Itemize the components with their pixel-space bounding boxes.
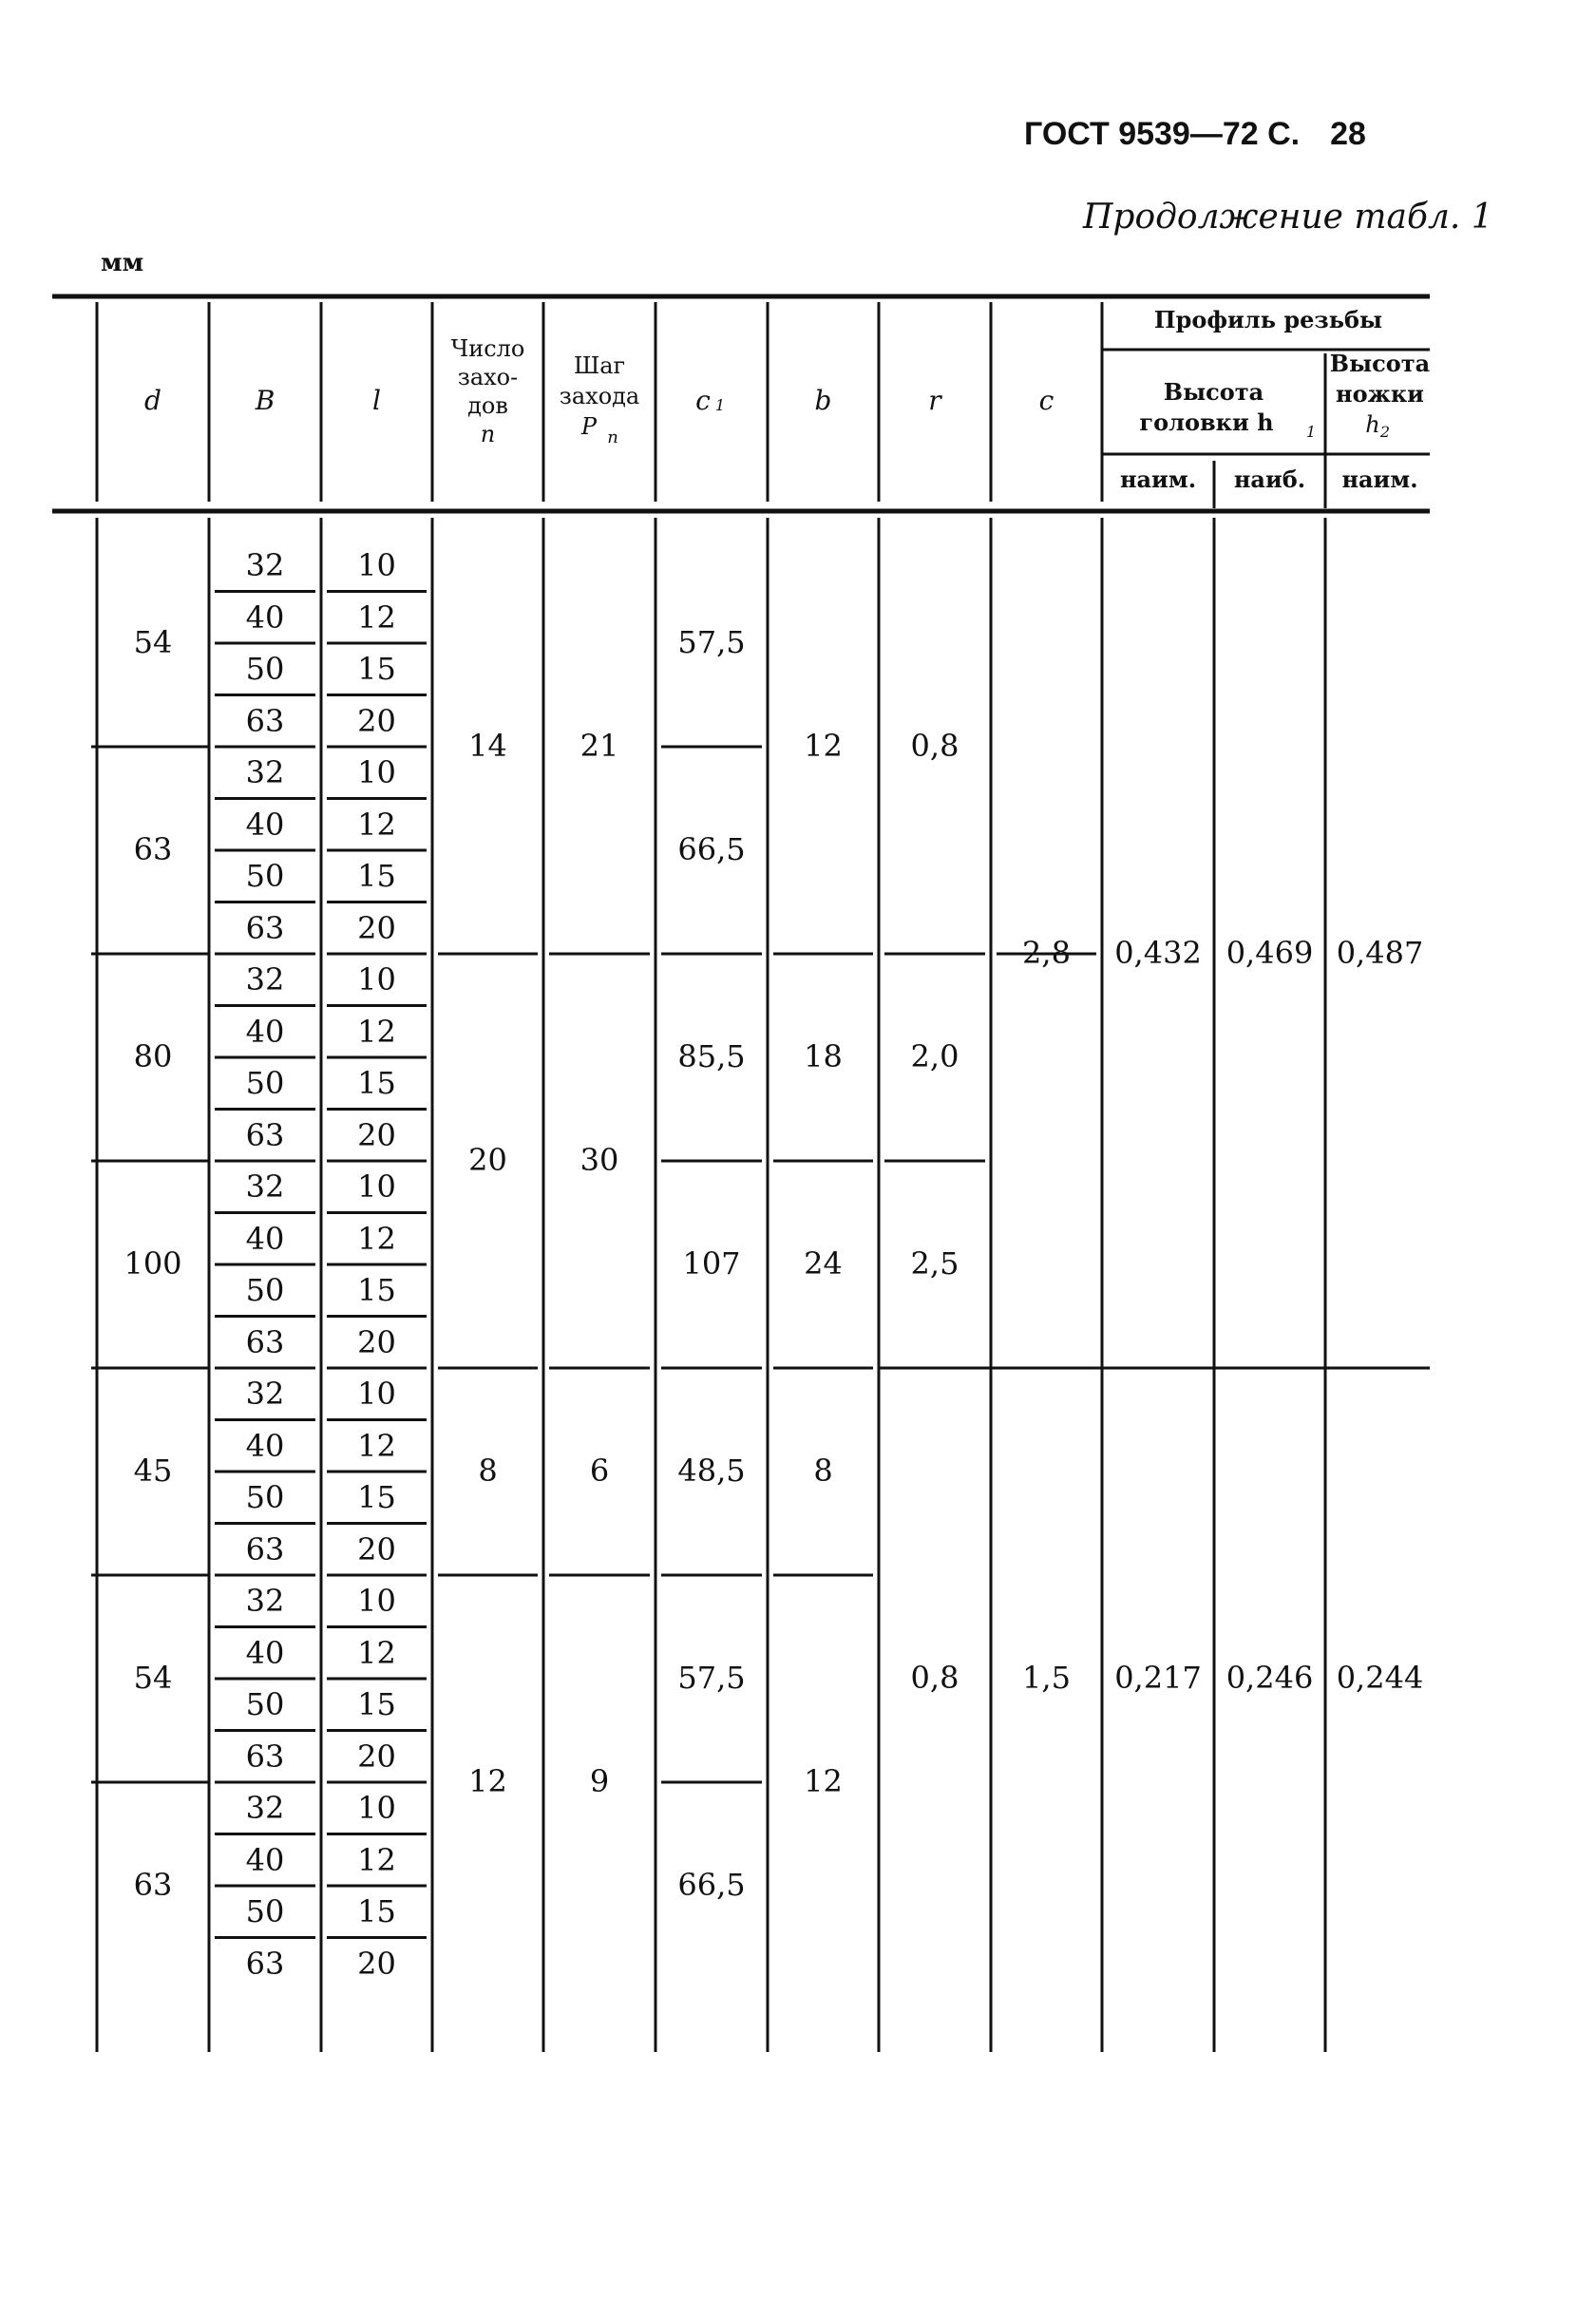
col-header-c: c [1038,385,1054,416]
cell-h1-min: 0,217 [1114,1660,1202,1696]
cell-B: 32 [245,547,285,583]
col-header-starts-sym: n [480,421,496,447]
cell-l: 12 [357,598,396,636]
cell-l: 12 [357,1634,396,1671]
cell-h2-min: 0,244 [1336,1660,1424,1696]
standard-designation: ГОСТ 9539—72 С. [1024,116,1301,152]
cell-lead: 6 [589,1453,610,1489]
cell-h1-min: 0,432 [1114,935,1202,971]
col-header-lead-sub: n [607,428,618,447]
cell-d: 45 [133,1453,173,1489]
cell-B: 50 [245,1893,285,1929]
cell-l: 15 [357,1065,396,1101]
col-header-b: b [814,385,832,416]
cell-c1: 57,5 [677,1660,746,1696]
cell-l: 15 [357,1686,396,1722]
cell-B: 63 [245,1738,285,1775]
cell-B: 63 [245,909,285,946]
cell-d: 100 [124,1245,182,1282]
cell-l: 20 [357,1116,396,1153]
cell-l: 15 [357,1893,396,1929]
cell-lead: 9 [589,1763,610,1799]
cell-B: 32 [245,1790,285,1826]
page-header [1024,116,1366,153]
cell-h1-max: 0,469 [1226,935,1314,971]
cell-B: 63 [245,1530,285,1568]
cell-B: 40 [245,598,285,636]
cell-B: 63 [245,1945,285,1982]
cell-b: 12 [804,1763,843,1799]
cell-c1: 57,5 [677,624,746,660]
cell-B: 40 [245,1220,285,1257]
cell-starts: 14 [468,728,507,764]
cell-d: 63 [133,1867,173,1903]
cell-d: 80 [133,1038,173,1074]
col-header-dedendum-sub: 2 [1379,423,1391,441]
cell-B: 32 [245,754,285,790]
cell-b: 12 [804,728,843,764]
cell-c1: 48,5 [677,1453,746,1489]
cell-l: 20 [357,1945,396,1982]
cell-B: 32 [245,1376,285,1412]
cell-b: 18 [804,1038,843,1074]
col-header-lead-sym: P [580,413,598,440]
cell-B: 50 [245,1272,285,1308]
cell-r: 2,5 [910,1245,960,1282]
cell-r: 0,8 [910,1660,960,1696]
cell-r: 2,0 [910,1038,960,1074]
cell-B: 50 [245,1686,285,1722]
col-header-dedendum-l2: ножки [1336,380,1424,408]
cell-l: 12 [357,1013,396,1050]
cell-l: 15 [357,651,396,687]
cell-l: 12 [357,806,396,843]
cell-B: 50 [245,1065,285,1101]
col-header-dedendum-l1: Высота [1329,350,1431,377]
col-header-h1-min: наим. [1119,466,1197,493]
unit-label: мм [101,249,144,277]
cell-l: 10 [357,547,396,583]
cell-B: 40 [245,1841,285,1878]
cell-l: 20 [357,1530,396,1568]
cell-l: 10 [357,1583,396,1619]
col-header-starts-l2: захо- [457,364,519,390]
cell-B: 32 [245,1583,285,1619]
cell-c1: 66,5 [677,831,746,867]
cell-B: 32 [245,1168,285,1205]
cell-l: 20 [357,1323,396,1360]
col-header-h1-max: наиб. [1233,466,1306,493]
col-header-addendum-l1: Высота [1163,378,1264,406]
cell-B: 50 [245,1479,285,1515]
col-header-c1: c [695,385,711,416]
cell-l: 15 [357,858,396,894]
cell-c: 1,5 [1022,1660,1071,1696]
cell-c1: 107 [682,1245,741,1282]
cell-B: 40 [245,1427,285,1464]
col-header-addendum-sub: 1 [1305,423,1317,441]
cell-h1-max: 0,246 [1226,1660,1314,1696]
cell-B: 50 [245,858,285,894]
cell-b: 8 [813,1453,833,1489]
cell-l: 12 [357,1220,396,1257]
cell-lead: 30 [580,1142,619,1178]
cell-l: 10 [357,1168,396,1205]
cell-B: 50 [245,651,285,687]
cell-c1: 85,5 [677,1038,746,1074]
col-header-h2-min: наим. [1341,466,1418,493]
cell-l: 15 [357,1272,396,1308]
col-header-l: l [372,385,381,416]
cell-B: 63 [245,1323,285,1360]
col-header-lead-l1: Шаг [573,352,626,379]
cell-lead: 21 [580,728,619,764]
cell-d: 54 [133,1660,173,1696]
cell-l: 12 [357,1841,396,1878]
cell-B: 40 [245,1013,285,1050]
cell-B: 40 [245,806,285,843]
cell-l: 20 [357,1738,396,1775]
col-header-lead-l2: захода [559,383,640,409]
col-header-starts-l1: Число [450,335,525,362]
cell-l: 10 [357,754,396,790]
col-header-c1-sub: 1 [714,396,726,414]
cell-starts: 20 [468,1142,507,1178]
cell-c: 2,8 [1022,935,1071,971]
page-number: 28 [1330,116,1366,152]
cell-l: 20 [357,702,396,739]
col-header-B: B [255,385,276,416]
cell-B: 40 [245,1634,285,1671]
cell-b: 24 [804,1245,843,1282]
cell-starts: 12 [468,1763,507,1799]
cell-d: 63 [133,831,173,867]
cell-l: 10 [357,1790,396,1826]
cell-starts: 8 [478,1453,498,1489]
table-caption: Продолжение табл. 1 [1083,198,1493,237]
col-header-profile: Профиль резьбы [1153,306,1383,333]
cell-d: 54 [133,624,173,660]
cell-l: 10 [357,961,396,998]
cell-r: 0,8 [910,728,960,764]
cell-B: 63 [245,702,285,739]
cell-h2-min: 0,487 [1336,935,1424,971]
col-header-addendum-l2: головки h [1139,408,1274,436]
cell-l: 20 [357,909,396,946]
cell-l: 12 [357,1427,396,1464]
cell-l: 15 [357,1479,396,1515]
col-header-dedendum-sym: h [1365,411,1380,438]
cell-c1: 66,5 [677,1867,746,1903]
cell-l: 10 [357,1376,396,1412]
cell-B: 63 [245,1116,285,1153]
col-header-d: d [144,385,162,416]
cell-B: 32 [245,961,285,998]
col-header-r: r [928,385,941,416]
col-header-starts-l3: дов [467,392,508,419]
